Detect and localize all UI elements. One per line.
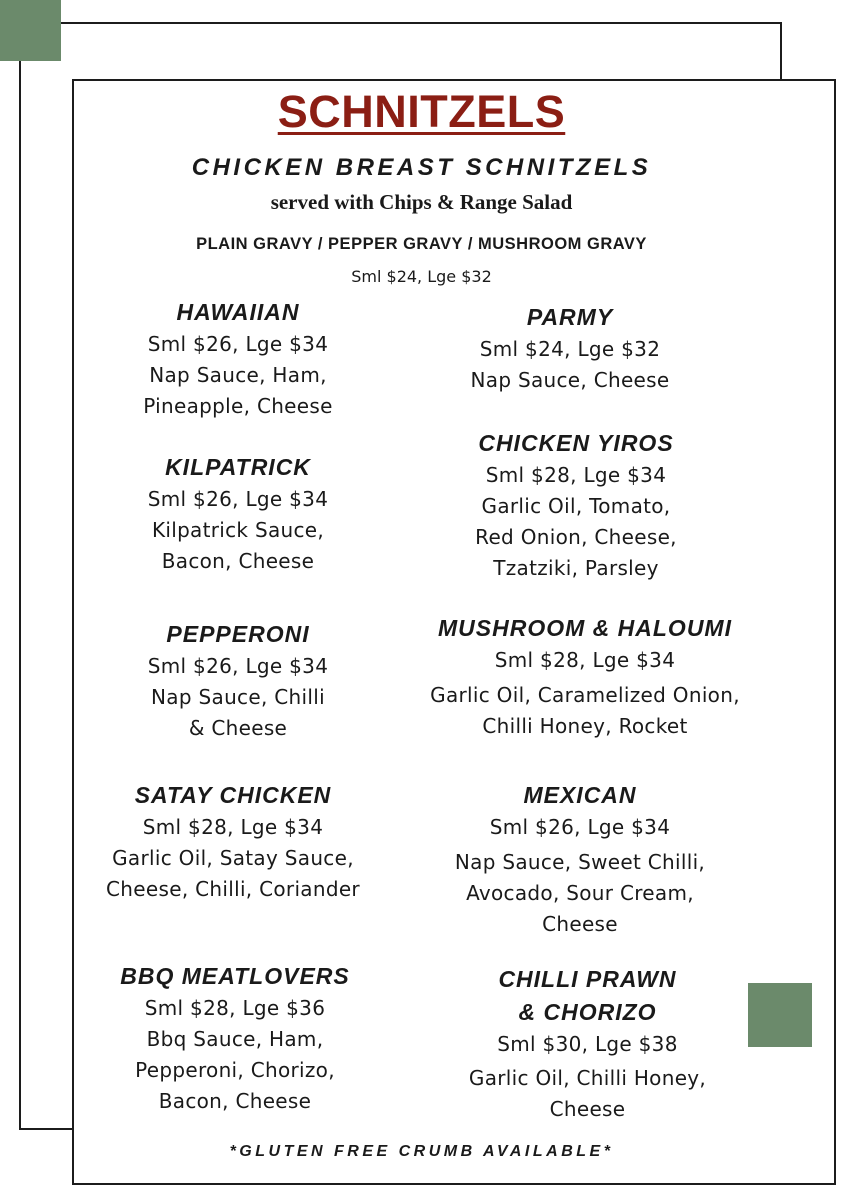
- menu-title: SCHNITZELS: [277, 86, 566, 137]
- item-name: SATAY CHICKEN: [134, 782, 332, 808]
- item-desc-line: Red Onion, Cheese,: [475, 525, 677, 549]
- gluten-free-note: *GLUTEN FREE CRUMB AVAILABLE*: [229, 1143, 614, 1160]
- item-price: Sml $28, Lge $34: [485, 463, 667, 487]
- item-desc-line: Garlic Oil, Chilli Honey,: [468, 1066, 707, 1090]
- item-price: Sml $26, Lge $34: [489, 815, 671, 839]
- item-name: PARMY: [526, 304, 614, 330]
- item-name: MUSHROOM & HALOUMI: [438, 615, 732, 641]
- item-price: Sml $24, Lge $32: [479, 337, 661, 361]
- menu-item-pepperoni: [88, 618, 388, 744]
- item-desc-line: Avocado, Sour Cream,: [466, 881, 694, 905]
- item-desc-line: Kilpatrick Sauce,: [151, 518, 325, 542]
- item-price: Sml $28, Lge $36: [144, 996, 326, 1020]
- item-name: CHILLI PRAWN: [498, 966, 677, 992]
- item-desc-line: Cheese, Chilli, Coriander: [106, 877, 360, 901]
- menu-item-kilpatrick: [88, 451, 388, 577]
- item-desc-line: Bacon, Cheese: [158, 1089, 312, 1113]
- item-desc-line: Tzatziki, Parsley: [493, 556, 659, 580]
- item-price: Sml $26, Lge $34: [147, 332, 329, 356]
- item-desc-line: & Cheese: [188, 716, 288, 740]
- decorative-square-top-left: [0, 0, 61, 61]
- item-desc-line: Nap Sauce, Sweet Chilli,: [454, 850, 706, 874]
- item-price: Sml $30, Lge $38: [497, 1032, 678, 1056]
- item-desc-line: Pineapple, Cheese: [143, 394, 333, 418]
- item-desc-line: Chilli Honey, Rocket: [482, 714, 688, 738]
- menu-item-hawaiian: [88, 296, 388, 422]
- item-price: Sml $26, Lge $34: [147, 654, 329, 678]
- item-desc-line: Bbq Sauce, Ham,: [146, 1027, 324, 1051]
- item-desc-line: Cheese: [542, 912, 618, 936]
- base-price: Sml $24, Lge $32: [351, 267, 492, 286]
- item-desc-line: Nap Sauce, Chilli: [151, 685, 325, 709]
- item-desc-line: Nap Sauce, Ham,: [149, 363, 327, 387]
- item-name: MEXICAN: [523, 782, 637, 808]
- item-desc-line: Garlic Oil, Satay Sauce,: [112, 846, 354, 870]
- item-name: BBQ MEATLOVERS: [120, 963, 350, 989]
- item-price: Sml $28, Lge $34: [494, 648, 676, 672]
- menu-item-bbq-meatlovers: [80, 960, 390, 1117]
- item-desc-line: Bacon, Cheese: [161, 549, 315, 573]
- item-desc-line: Cheese: [549, 1097, 626, 1121]
- item-desc-line: Pepperoni, Chorizo,: [135, 1058, 335, 1082]
- item-name: HAWAIIAN: [176, 299, 300, 325]
- item-desc-line: Nap Sauce, Cheese: [470, 368, 670, 392]
- menu-item-chicken-yiros: [420, 427, 732, 584]
- decorative-square-bottom-right: [748, 983, 812, 1047]
- menu-item-mushroom-haloumi: [400, 612, 770, 742]
- item-name: PEPPERONI: [166, 621, 310, 647]
- item-name: CHICKEN YIROS: [478, 430, 674, 456]
- item-name: KILPATRICK: [165, 454, 311, 480]
- item-price: Sml $26, Lge $34: [147, 487, 329, 511]
- menu-subtitle: CHICKEN BREAST SCHNITZELS: [191, 154, 652, 181]
- menu-item-satay-chicken: [78, 779, 388, 905]
- item-name-line-2: & CHORIZO: [518, 999, 657, 1025]
- item-price: Sml $28, Lge $34: [142, 815, 324, 839]
- menu-item-mexican: [425, 779, 735, 940]
- gravy-options: PLAIN GRAVY / PEPPER GRAVY / MUSHROOM GRAVY: [196, 235, 647, 253]
- served-with-note: served with Chips & Range Salad: [270, 190, 573, 214]
- menu-item-parmy: [420, 301, 720, 396]
- menu-item-chilli-prawn-chorizo: [430, 963, 745, 1125]
- item-desc-line: Garlic Oil, Caramelized Onion,: [430, 683, 740, 707]
- item-desc-line: Garlic Oil, Tomato,: [481, 494, 671, 518]
